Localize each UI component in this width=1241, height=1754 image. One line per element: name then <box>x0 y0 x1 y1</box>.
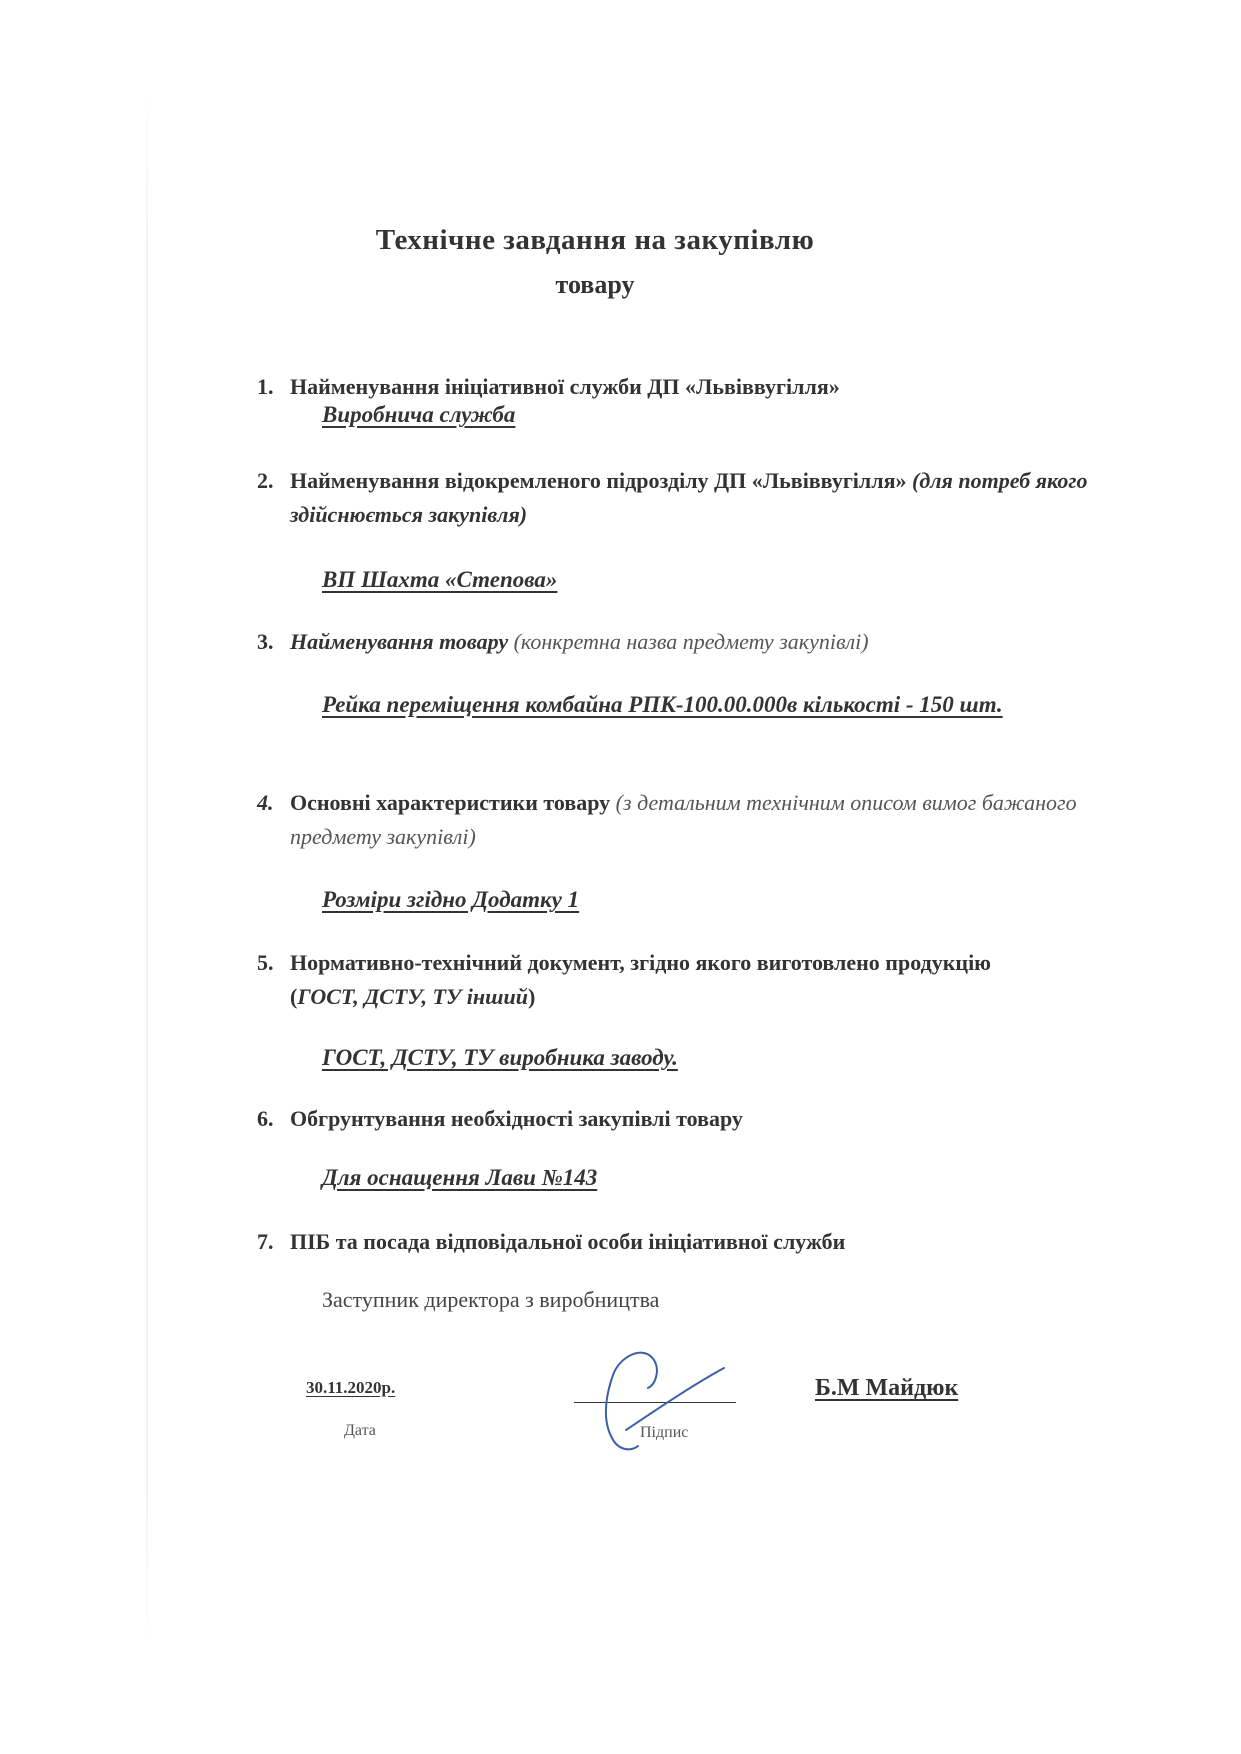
document-title: Технічне завдання на закупівлю <box>375 224 815 256</box>
item-answer-4: Розміри згідно Додатку 1 <box>322 887 580 912</box>
signatory-name: Б.М Майдюк <box>815 1375 959 1401</box>
list-item-6 <box>257 1102 1190 1136</box>
item-number: 3. <box>257 629 274 654</box>
item-number: 6. <box>257 1106 274 1131</box>
handwritten-signature <box>596 1338 736 1458</box>
item-heading: Нормативно-технічний документ, згідно якого виготовлено продукцію <box>290 950 991 975</box>
item-heading: Найменування товару <box>290 629 509 654</box>
list-item-7 <box>257 1225 1190 1259</box>
item-number: 2. <box>257 468 274 493</box>
item-answer-6: Для оснащення Лави №143 <box>322 1165 598 1190</box>
item-heading: ПІБ та посада відповідальної особи ініціативної служби <box>290 1229 846 1254</box>
item-number: 1. <box>257 374 274 399</box>
item-note: (для потреб якого здійснюється закупівля) <box>290 468 1088 527</box>
item-answer-1: Виробнича служба <box>322 402 516 427</box>
document-title-line2: товару <box>555 270 635 299</box>
signature-date: 30.11.2020р. <box>306 1378 396 1397</box>
item-number: 4. <box>257 790 274 815</box>
signature-date-label: Дата <box>344 1422 376 1439</box>
list-item-4 <box>257 786 1150 854</box>
list-item-3 <box>257 625 1190 659</box>
item-heading: Обгрунтування необхідності закупівлі товару <box>290 1106 743 1131</box>
signature-label: Підпис <box>640 1424 689 1441</box>
list-item-5 <box>257 946 1190 1014</box>
item-heading: Найменування відокремленого підрозділу ДП «Львіввугілля» <box>290 468 907 493</box>
item-answer-2: ВП Шахта «Степова» <box>322 567 558 592</box>
item-answer-7: Заступник директора з виробництва <box>322 1287 660 1312</box>
item-heading-standards: ГОСТ, ДСТУ, ТУ інший <box>297 984 528 1009</box>
list-item-1 <box>257 370 1190 404</box>
item-note: (конкретна назва предмету закупівлі) <box>513 629 869 654</box>
item-heading: Основні характеристики товару <box>290 790 611 815</box>
item-note: (з детальним технічним описом вимог бажаного предмету закупівлі) <box>290 790 1077 849</box>
item-heading: Найменування ініціативної служби ДП «Львіввугілля» <box>290 374 840 399</box>
item-number: 5. <box>257 950 274 975</box>
item-answer-3: Рейка переміщення комбайна РПК-100.00.000в кількості - 150 шт. <box>322 692 1003 717</box>
item-number: 7. <box>257 1229 274 1254</box>
item-heading-paren-open: ( <box>290 984 298 1009</box>
list-item-2 <box>257 464 1200 532</box>
item-answer-5: ГОСТ, ДСТУ, ТУ виробника заводу. <box>322 1045 678 1070</box>
item-heading-paren-close: ) <box>527 984 536 1009</box>
scan-edge-shadow <box>146 88 148 1648</box>
